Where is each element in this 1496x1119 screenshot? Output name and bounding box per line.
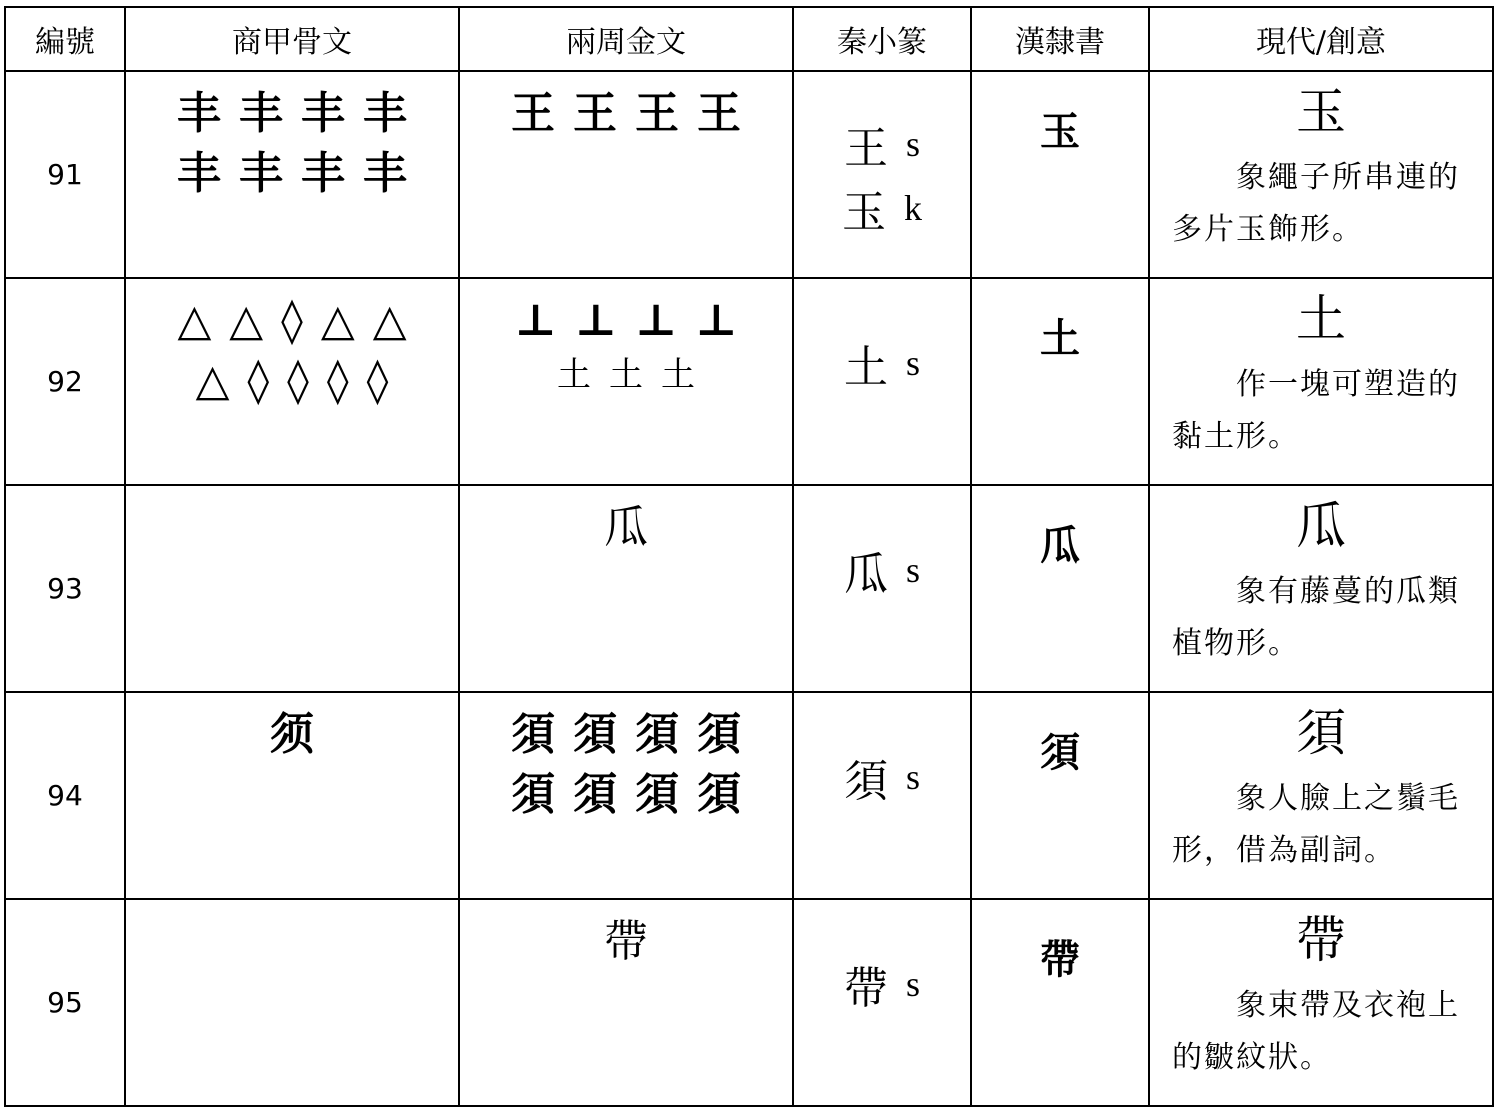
bronze-glyph: 須: [635, 769, 679, 820]
small-seal-glyphs: [794, 538, 970, 602]
oracle-bone-glyph: 丰: [363, 88, 407, 139]
clerical-glyph: 須: [1040, 729, 1080, 776]
small-seal-glyph: 帶: [843, 963, 888, 1014]
bronze-glyphs: [460, 500, 792, 556]
oracle-bone-glyph: 丰: [301, 88, 345, 139]
table-row: [5, 899, 1493, 1106]
bronze-glyphs: [460, 707, 792, 823]
oracle-bone-glyph: △: [177, 295, 212, 346]
small-seal-entry: [794, 745, 970, 809]
oracle-bone-glyph: 丰: [239, 148, 283, 199]
header-number: 編號: [5, 7, 125, 71]
oracle-bone-glyphs: [126, 293, 458, 409]
oracle-bone-cell: [125, 278, 459, 485]
header-oracle-bone: 商甲骨文: [125, 7, 459, 71]
clerical-glyph: 帶: [1040, 936, 1080, 983]
oracle-bone-cell: [125, 71, 459, 278]
small-seal-cell: [793, 485, 971, 692]
bronze-glyph: ⊥: [574, 295, 617, 346]
bronze-glyphs: [460, 293, 792, 397]
oracle-bone-glyph: ◊: [366, 355, 389, 406]
bronze-glyph: ⊥: [635, 295, 678, 346]
row-number: 92: [5, 278, 125, 485]
bronze-glyph: 須: [697, 709, 741, 760]
oracle-bone-cell: [125, 485, 459, 692]
modern-cell: [1149, 485, 1493, 692]
row-number: 91: [5, 71, 125, 278]
small-seal-source-tag: s: [905, 757, 920, 797]
bronze-glyph: 土: [661, 355, 695, 395]
clerical-cell: [971, 278, 1149, 485]
modern-character: 帶: [1296, 911, 1346, 969]
small-seal-entry: [794, 331, 970, 395]
bronze-glyph: ⊥: [514, 295, 557, 346]
clerical-cell: [971, 692, 1149, 899]
clerical-glyph: 玉: [1040, 108, 1080, 155]
oracle-bone-glyphs: [126, 707, 458, 763]
oracle-bone-glyph: △: [195, 355, 230, 406]
bronze-glyph: 王: [697, 88, 741, 139]
small-seal-glyph: 玉: [842, 187, 886, 238]
small-seal-glyph: 須: [843, 756, 888, 807]
modern-description: 象束帶及衣袍上的皺紋狀。: [1172, 988, 1460, 1075]
table-row: [5, 485, 1493, 692]
oracle-bone-glyph: ◊: [287, 355, 309, 406]
small-seal-glyph: 土: [843, 342, 888, 393]
small-seal-source-tag: k: [904, 188, 922, 228]
small-seal-entry: [794, 538, 970, 602]
clerical-cell: [971, 899, 1149, 1106]
bronze-glyph: 須: [635, 709, 679, 760]
bronze-glyph: 須: [697, 769, 741, 820]
row-number: 94: [5, 692, 125, 899]
modern-description: 象有藤蔓的瓜類植物形。: [1172, 574, 1460, 661]
oracle-bone-glyphs: [126, 86, 458, 202]
small-seal-glyphs: [794, 331, 970, 395]
small-seal-entry: [794, 112, 970, 176]
oracle-bone-glyph: 丰: [177, 88, 221, 139]
table-row: [5, 692, 1493, 899]
bronze-glyph: 須: [511, 709, 555, 760]
small-seal-cell: [793, 278, 971, 485]
small-seal-cell: [793, 899, 971, 1106]
bronze-glyphs: [460, 86, 792, 142]
oracle-bone-glyph: 丰: [363, 148, 407, 199]
small-seal-source-tag: s: [905, 550, 920, 590]
small-seal-glyph: 王: [843, 123, 888, 174]
clerical-glyph: 土: [1040, 315, 1080, 362]
header-bronze: 兩周金文: [459, 7, 793, 71]
modern-description: 作一塊可塑造的黏土形。: [1172, 367, 1460, 454]
small-seal-entry: [794, 952, 970, 1016]
small-seal-source-tag: s: [905, 124, 920, 164]
small-seal-glyphs: [794, 112, 970, 240]
bronze-glyph: ⊥: [695, 295, 738, 346]
bronze-glyph: 瓜: [604, 502, 648, 553]
modern-description: 象人臉上之鬚毛形，借為副詞。: [1172, 781, 1460, 868]
oracle-bone-glyph: △: [372, 295, 407, 346]
bronze-glyph: 王: [635, 88, 679, 139]
bronze-glyph: 須: [573, 769, 617, 820]
oracle-bone-cell: [125, 692, 459, 899]
bronze-glyphs: [460, 914, 792, 970]
bronze-glyph: 王: [511, 88, 555, 139]
row-number: 95: [5, 899, 125, 1106]
small-seal-glyph: 瓜: [843, 549, 888, 600]
oracle-bone-glyph: ◊: [326, 355, 349, 406]
oracle-bone-cell: [125, 899, 459, 1106]
bronze-cell: [459, 71, 793, 278]
bronze-glyph: 帶: [604, 916, 648, 967]
small-seal-cell: [793, 71, 971, 278]
table-row: [5, 278, 1493, 485]
modern-cell: [1149, 278, 1493, 485]
header-small-seal: 秦小篆: [793, 7, 971, 71]
script-evolution-table: [4, 6, 1494, 1107]
bronze-glyph: 須: [573, 709, 617, 760]
modern-cell: [1149, 899, 1493, 1106]
small-seal-glyphs: [794, 745, 970, 809]
small-seal-glyphs: [794, 952, 970, 1016]
bronze-cell: [459, 692, 793, 899]
header-modern: 現代/創意: [1149, 7, 1493, 71]
oracle-bone-glyph: 丰: [177, 148, 221, 199]
table-row: [5, 71, 1493, 278]
bronze-cell: [459, 278, 793, 485]
small-seal-source-tag: s: [905, 964, 920, 1004]
small-seal-source-tag: s: [905, 343, 920, 383]
modern-cell: [1149, 692, 1493, 899]
oracle-bone-glyph: ◊: [281, 295, 303, 346]
bronze-glyph: 土: [557, 355, 591, 395]
oracle-bone-glyph: ◊: [247, 355, 270, 406]
oracle-bone-glyph: 须: [270, 709, 314, 760]
bronze-cell: [459, 485, 793, 692]
small-seal-entry: [794, 176, 970, 240]
bronze-glyph: 須: [511, 769, 555, 820]
modern-character: 須: [1296, 704, 1346, 762]
bronze-glyph: 土: [609, 355, 643, 395]
modern-character: 玉: [1296, 83, 1346, 141]
oracle-bone-glyph: △: [320, 295, 355, 346]
modern-character: 瓜: [1296, 497, 1346, 555]
header-row: [5, 7, 1493, 71]
oracle-bone-glyph: 丰: [239, 88, 283, 139]
oracle-bone-glyph: △: [229, 295, 264, 346]
row-number: 93: [5, 485, 125, 692]
clerical-cell: [971, 485, 1149, 692]
modern-description: 象繩子所串連的多片玉飾形。: [1172, 160, 1460, 247]
header-clerical: 漢隸書: [971, 7, 1149, 71]
bronze-cell: [459, 899, 793, 1106]
small-seal-cell: [793, 692, 971, 899]
clerical-glyph: 瓜: [1040, 522, 1080, 569]
bronze-glyph: 王: [573, 88, 617, 139]
oracle-bone-glyph: 丰: [301, 148, 345, 199]
modern-character: 土: [1296, 290, 1346, 348]
clerical-cell: [971, 71, 1149, 278]
modern-cell: [1149, 71, 1493, 278]
